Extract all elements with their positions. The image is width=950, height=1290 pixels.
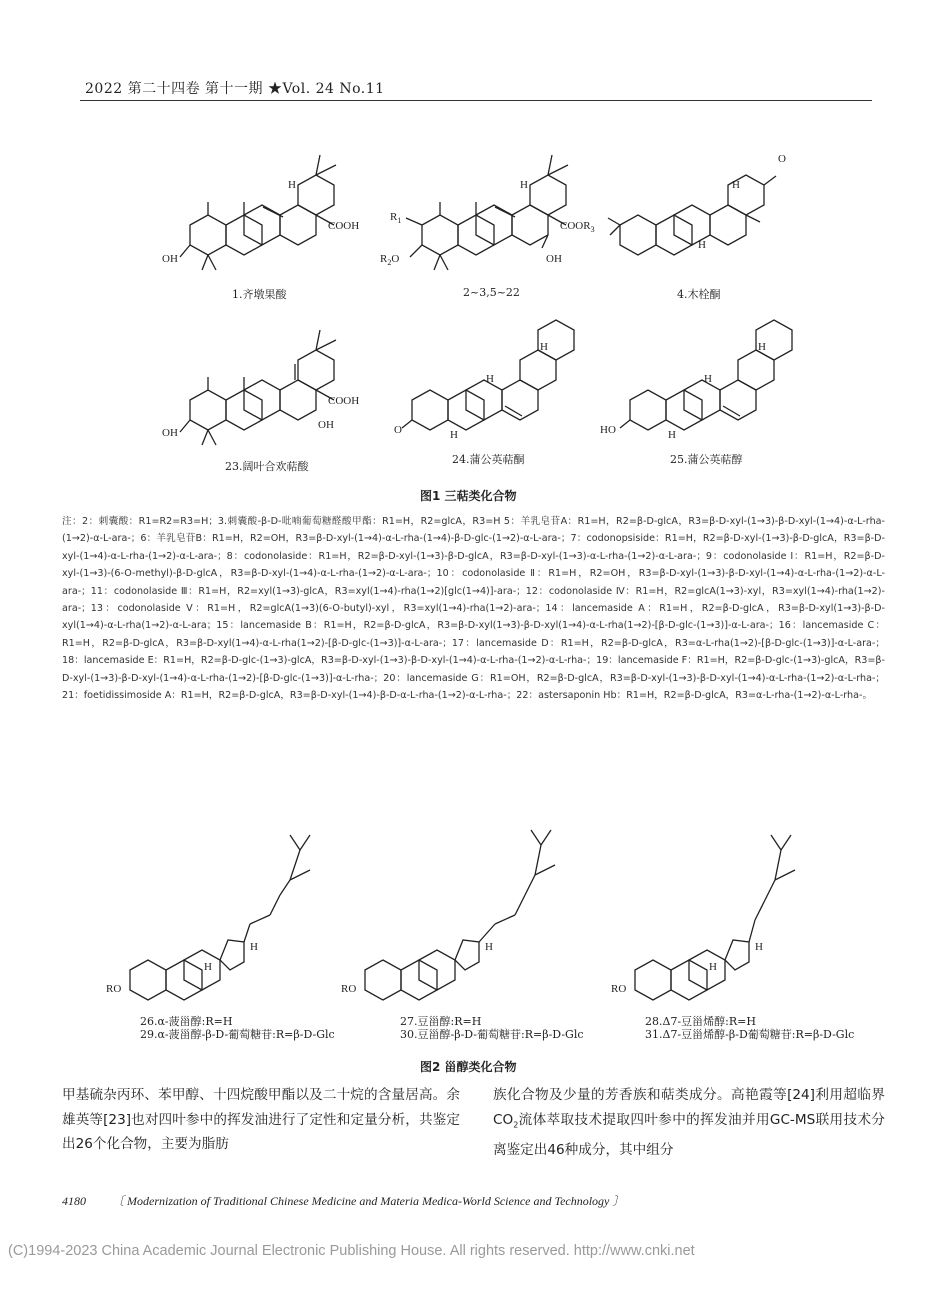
body-text-left: 甲基硫杂丙环、苯甲醇、十四烷酸甲酯以及二十烷的含量居高。余雄英等[23]也对四叶参中的挥发油进行了定性和定量分析，共鉴定出26个化合物，主要为脂肪 [62,1087,460,1153]
svg-text:R2O: $R_2O$ [380,253,400,267]
running-header: 2022 第二十四卷 第十一期 ★Vol. 24 No.11 [85,81,385,97]
svg-text:R1: $R_1$ [390,211,402,225]
figure2-caption: 图2 甾醇类化合物 [420,1060,517,1074]
compound-label: 31.Δ7-豆甾烯醇-β-D葡萄糖苷:R=β-D-Glc [645,1028,855,1041]
svg-text:O: O [778,153,786,165]
compound-label: 27.豆甾醇:R=H [400,1015,482,1028]
structure-2-22-glycosides [382,130,612,290]
svg-text:H: H [732,179,740,191]
structure-23-acacic-acid [150,300,370,460]
figure1-caption: 图1 三萜类化合物 [420,489,517,503]
svg-text:OH: OH [318,419,334,431]
svg-text:RO: RO [106,983,122,995]
compound-label: 30.豆甾醇-β-D-葡萄糖苷:R=β-D-Glc [400,1028,584,1041]
svg-text:O: O [394,424,402,436]
svg-text:H: H [204,961,212,973]
svg-text:H: H [450,429,458,441]
compound-label: 4.木栓酮 [677,288,721,301]
svg-text:HO: HO [600,424,616,436]
body-text-right: 族化合物及少量的芳香族和萜类成分。高艳霞等[24]利用超临界$CO_2$流体萃取技术提取四叶参中的挥发油并用GC-MS联用技术分离鉴定出46种成分，其中组分 [493,1087,885,1158]
header-rule [80,100,872,101]
compound-label: 28.Δ7-豆甾烯醇:R=H [645,1015,756,1028]
figure1-note: 注：2：刺囊酸：R1=R2=R3=H；3.刺囊酸-β-D-吡喃葡萄糖醛酸甲酯：R1=H，R2=glcA，R3=H 5：羊乳皂苷A：R1=H，R2=β-D-glcA，R3=β-D-xyl-(1→3)-β-D-xyl-(1→4)-α-L-rha-(1→2)-α-L-ara-；6：羊乳皂苷B：R1=H，R2=OH，R3=β-D-xyl-(1→4)-α-L-rha-(1→4)-β-D-glc-(1→2)-α-L-ara-；7：codonopsiside：R1=H，R2=β-D-xyl-(1→3)-β-D-glcA，R3=β-D-xyl-(1→4)-α-L-rha-(1→2)-α-L-ara-；8：codonolaside：R1=H，R2=β-D-xyl-(1→3)-β-D-glcA，R3=β-D-xyl-(1→3)-α-L-rha-(1→2)-α-L-ara-；9：codonolaside Ⅰ：R1=H，R2=β-D-xyl-(1→3)-(6-O-methyl)-β-D-glcA，R3=β-D-xyl-(1→4)-α-L-rha-(1→2)-α-L-ara-；10：codonolaside Ⅱ：R1=H，R2=OH，R3=β-D-xyl-(1→3)-β-D-xyl-(1→4)-α-L-rha-(1→2)-α-L-ara-；11：codonolaside Ⅲ：R1=H，R2=xyl(1→3)-glcA，R3=xyl(1→4)-rha(1→2)[glc(1→4)]-ara-；12：codonolaside Ⅳ：R1=H，R2=glcA(1→3)-xyl，R3=xyl(1→4)-rha(1→2)-ara-；13：codonolaside Ⅴ：R1=H，R2=glcA(1→3)(6-O-butyl)-xyl，R3=xyl(1→4)-rha(1→2)-ara-；14：lancemaside A：R1=H，R2=β-D-glcA，R3=β-D-xyl(1→3)-β-D-xyl(1→4)-α-L-rha(1→2)-α-L-ara；15：lancemaside B：R1=H，R2=β-D-glcA，R3=β-D-xyl(1→3)-β-D-xyl(1→4)-α-L-rha(1→2)-[β-D-glc-(1→3)]-α-L-ara-；16：lancemaside C：R1=H，R2=β-D-glcA，R3=β-D-xyl(1→4)-α-L-rha(1→2)-[β-D-glc-(1→3)]-α-L-ara-；17：lancemaside D：R1=H，R2=β-D-glcA，R3=α-L-rha(1→2)-[β-D-glc-(1→3)]-α-L-ara-；18：lancemaside E：R1=H，R2=β-D-glc-(1→3)-glcA，R3=β-D-xyl-(1→3)-β-D-xyl-(1→4)-α-L-rha-(1→2)-α-L-rha-；19：lancemaside F：R1=H，R2=β-D-glc-(1→3)-glcA，R3=β-D-xyl-(1→3)-β-D-xyl-(1→4)-α-L-rha-(1→2)-[β-D-glc-(1→3)]-α-L-rha-；20：lancemaside G：R1=OH，R2=β-D-glcA，R3=β-D-xyl-(1→3)-β-D-xyl-(1→4)-α-L-rha-(1→2)-α-L-rha-；21：foetidissimoside A：R1=H，R2=β-D-glcA，R3=β-D-xyl-(1→4)-β-D-α-L-rha-(1→2)-α-L-rha-；22：astersaponin Hb：R1=H，R2=β-D-glcA，R3=α-L-rha-(1→2)-α-L-rha-。 [62,516,885,702]
compound-label: 26.α-菠甾醇:R=H [140,1015,233,1028]
svg-text:COOR3: $COOR_3$ [560,220,595,234]
compound-label: 23.阔叶合欢萜酸 [225,460,309,473]
structure-1-oleanolic-acid [150,130,370,290]
svg-text:COOH: COOH [328,220,360,232]
svg-text:H: H [520,179,528,191]
svg-text:H: H [288,179,296,191]
svg-text:H: H [698,239,706,251]
journal-name: 〔 Modernization of Traditional Chinese Medicine and Materia Medica-World Science and Technology 〕 [112,1194,625,1208]
page-footer [62,1192,624,1209]
compound-label: 2~3,5~22 [463,286,520,299]
svg-text:RO: RO [611,983,627,995]
compound-label: 29.α-菠甾醇-β-D-葡萄糖苷:R=β-D-Glc [140,1028,335,1041]
structure-25-taraxerol [600,300,810,460]
compound-label: 24.蒲公英萜酮 [452,453,525,466]
compound-label: 1.齐墩果酸 [232,288,287,301]
svg-text:OH: OH [546,253,562,265]
svg-text:H: H [668,429,676,441]
svg-text:H: H [485,941,493,953]
svg-text:H: H [486,373,494,385]
svg-text:COOH: COOH [328,395,360,407]
copyright-watermark: (C)1994-2023 China Academic Journal Electronic Publishing House. All rights reserved. http://www.cnki.net [8,1243,695,1259]
svg-text:H: H [709,961,717,973]
structure-4-friedelin [600,140,810,290]
compound-label: 25.蒲公英萜醇 [670,453,743,466]
svg-text:OH: OH [162,427,178,439]
svg-text:H: H [540,341,548,353]
structure-27-30-stigmasterol [341,820,565,1000]
page-number: 4180 [62,1194,86,1208]
svg-text:H: H [704,373,712,385]
svg-text:H: H [758,341,766,353]
svg-text:OH: OH [162,253,178,265]
svg-text:H: H [755,941,763,953]
structure-26-29-spinasterol [106,820,310,1000]
structure-28-31-stigmastenol [611,820,815,1000]
svg-text:RO: RO [341,983,357,995]
svg-text:H: H [250,941,258,953]
structure-24-taraxerone [392,300,592,460]
